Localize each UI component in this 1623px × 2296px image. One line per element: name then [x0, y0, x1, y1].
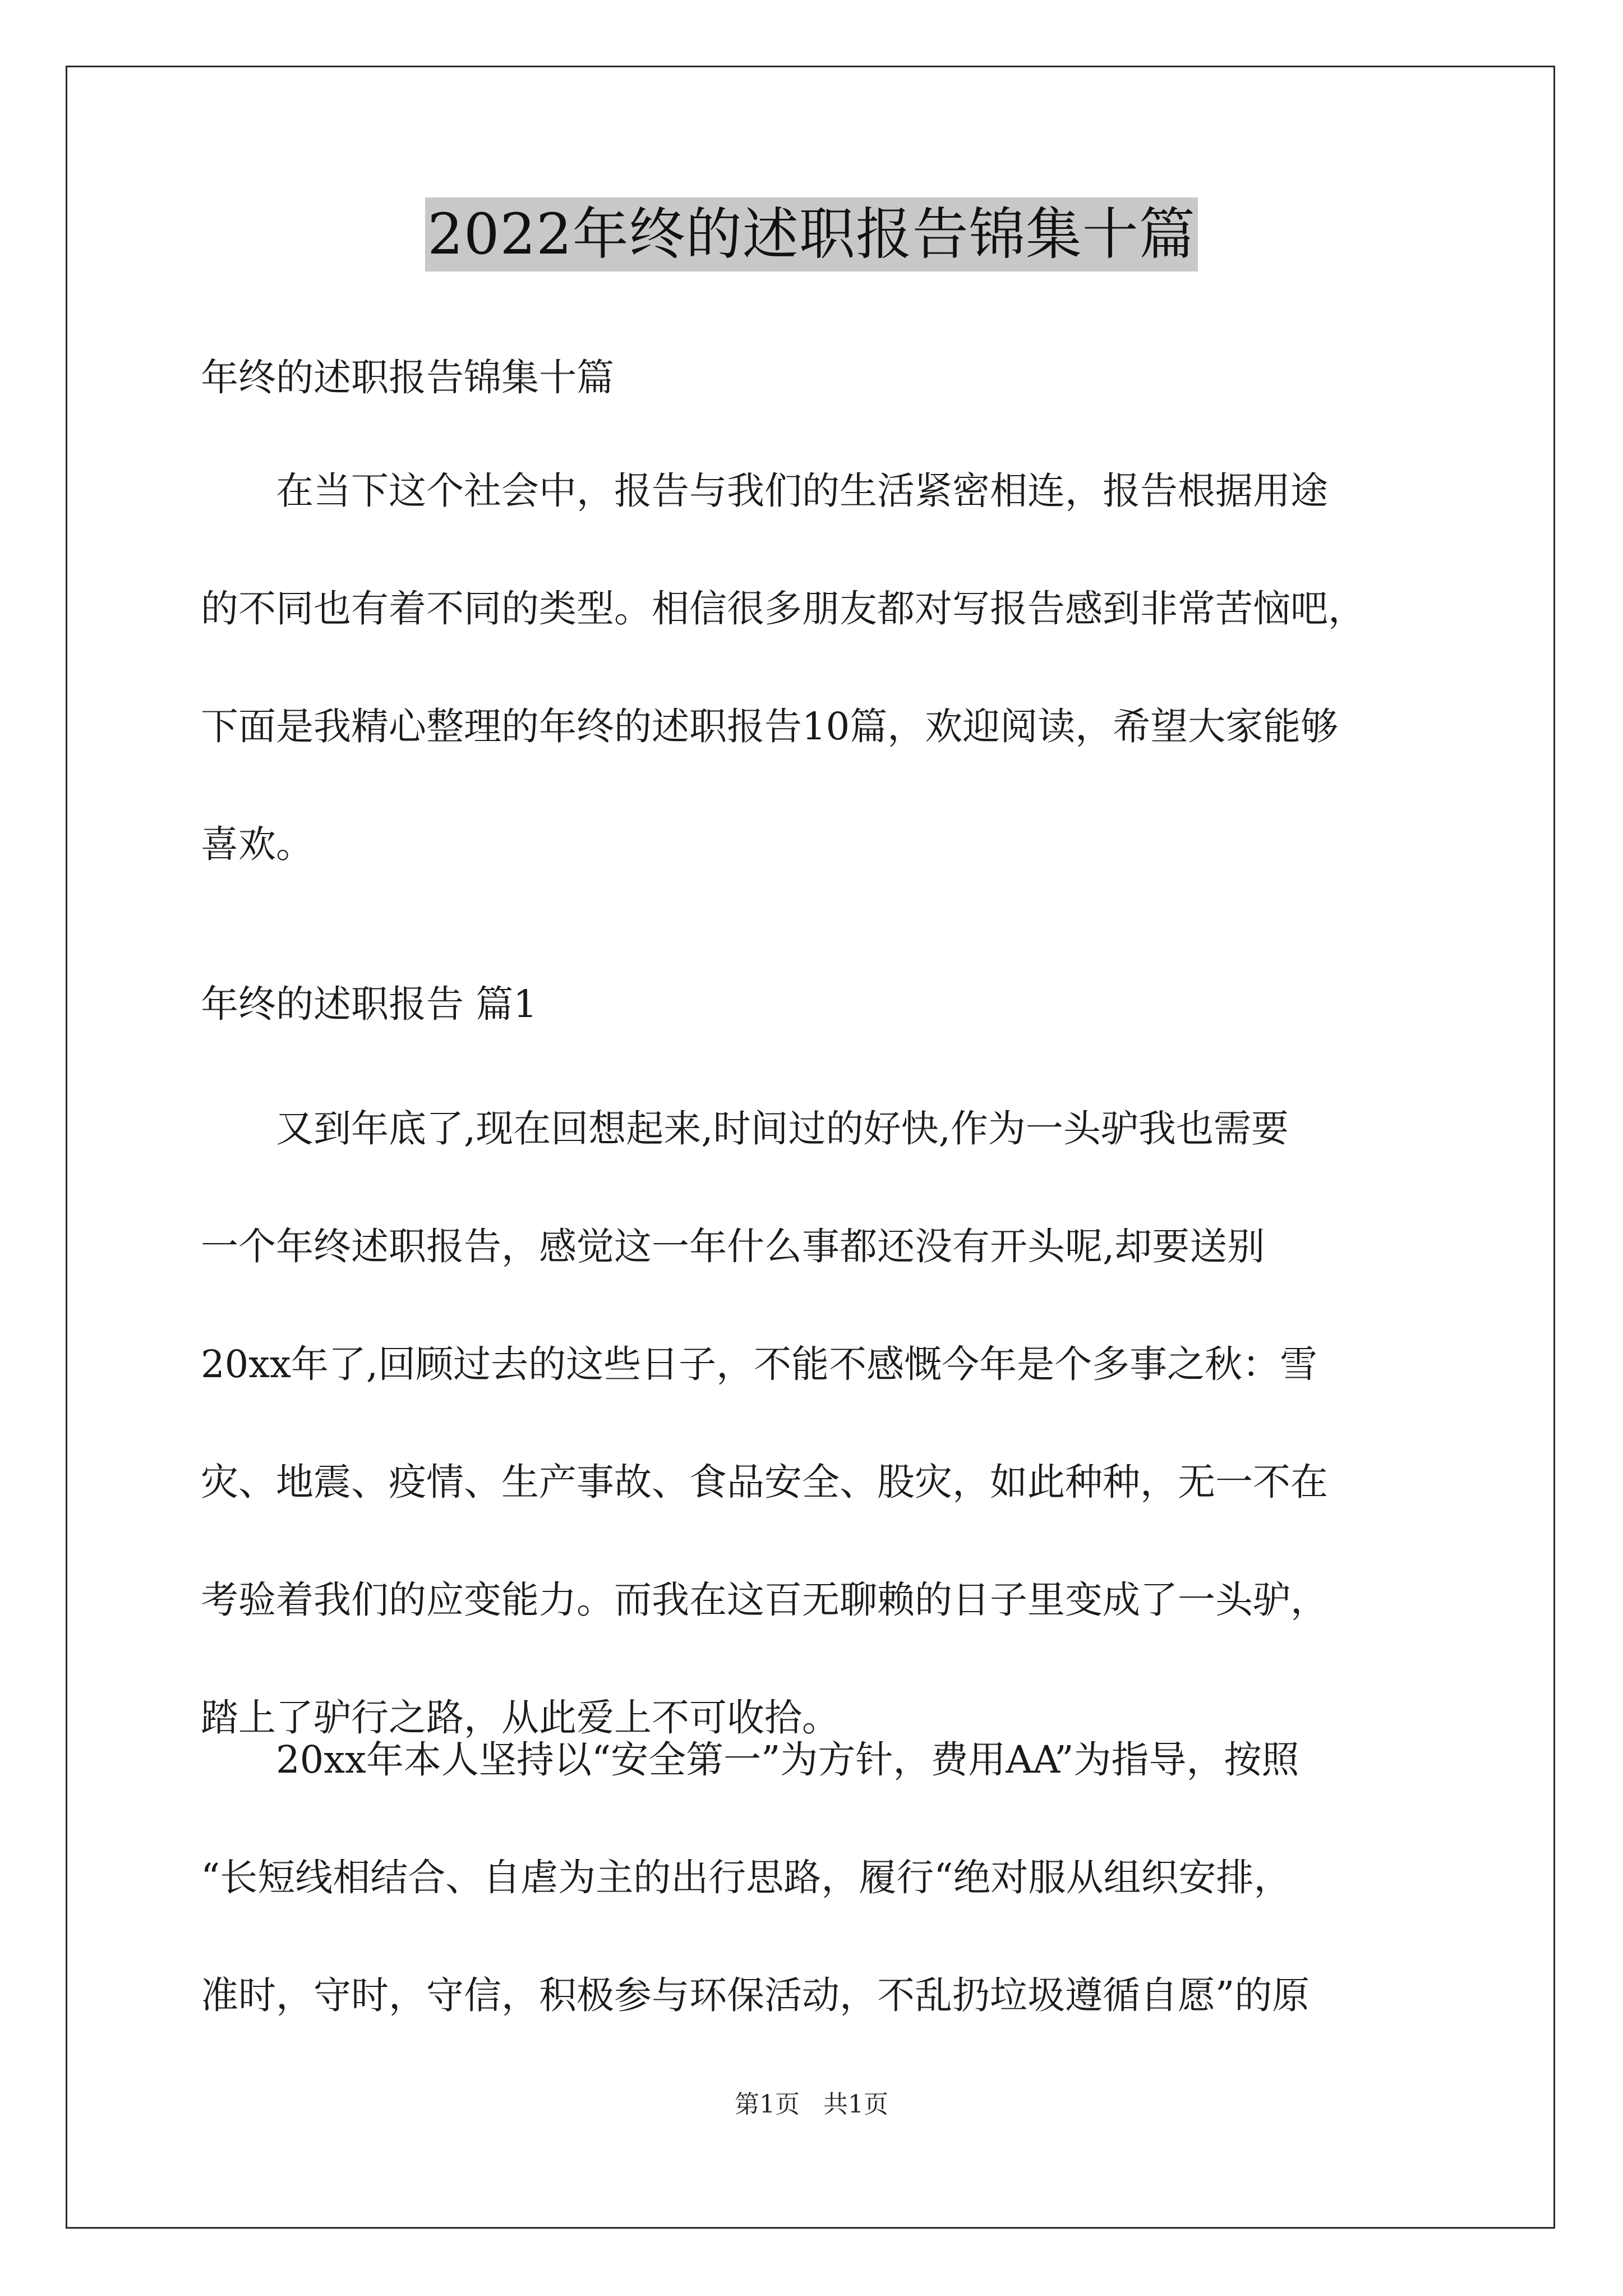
page-number-total: 共1页 — [823, 2090, 888, 2119]
page-number-current: 第1页 — [735, 2090, 800, 2119]
paragraph-line: “长短线相结合、自虐为主的出行思路，履行“绝对服从组织安排， — [201, 1856, 1292, 1899]
section-heading: 年终的述职报告 篇1 — [201, 982, 537, 1026]
document-subtitle: 年终的述职报告锦集十篇 — [201, 356, 614, 399]
document-title: 2022年终的述职报告锦集十篇 — [425, 197, 1198, 272]
page-footer — [0, 2088, 1623, 2122]
intro-line: 喜欢。 — [201, 822, 313, 866]
paragraph-line: 考验着我们的应变能力。而我在这百无聊赖的日子里变成了一头驴， — [201, 1578, 1328, 1622]
paragraph-line: 又到年底了,现在回想起来,时间过的好快,作为一头驴我也需要 — [201, 1107, 1289, 1151]
intro-line: 的不同也有着不同的类型。相信很多朋友都对写报告感到非常苦恼吧， — [201, 587, 1366, 631]
paragraph-line: 一个年终述职报告，感觉这一年什么事都还没有开头呢,却要送别 — [201, 1225, 1265, 1268]
title-container — [0, 197, 1623, 272]
paragraph-line: 20xx年本人坚持以“安全第一”为方针，费用AA”为指导，按照 — [201, 1738, 1299, 1782]
paragraph-line: 踏上了驴行之路，从此爱上不可收拾。 — [201, 1696, 840, 1740]
paragraph-line: 20xx年了,回顾过去的这些日子，不能不感慨今年是个多事之秋：雪 — [201, 1342, 1318, 1386]
paragraph-line: 准时，守时，守信，积极参与环保活动，不乱扔垃圾遵循自愿”的原 — [201, 1973, 1310, 2017]
section-paragraph — [201, 1070, 1435, 1777]
intro-paragraph — [201, 432, 1435, 903]
section-paragraph — [201, 1701, 1435, 2054]
paragraph-line: 灾、地震、疫情、生产事故、食品安全、股灾，如此种种，无一不在 — [201, 1460, 1328, 1504]
intro-line: 下面是我精心整理的年终的述职报告10篇，欢迎阅读，希望大家能够 — [201, 705, 1339, 748]
intro-line: 在当下这个社会中，报告与我们的生活紧密相连，报告根据用途 — [201, 469, 1328, 513]
